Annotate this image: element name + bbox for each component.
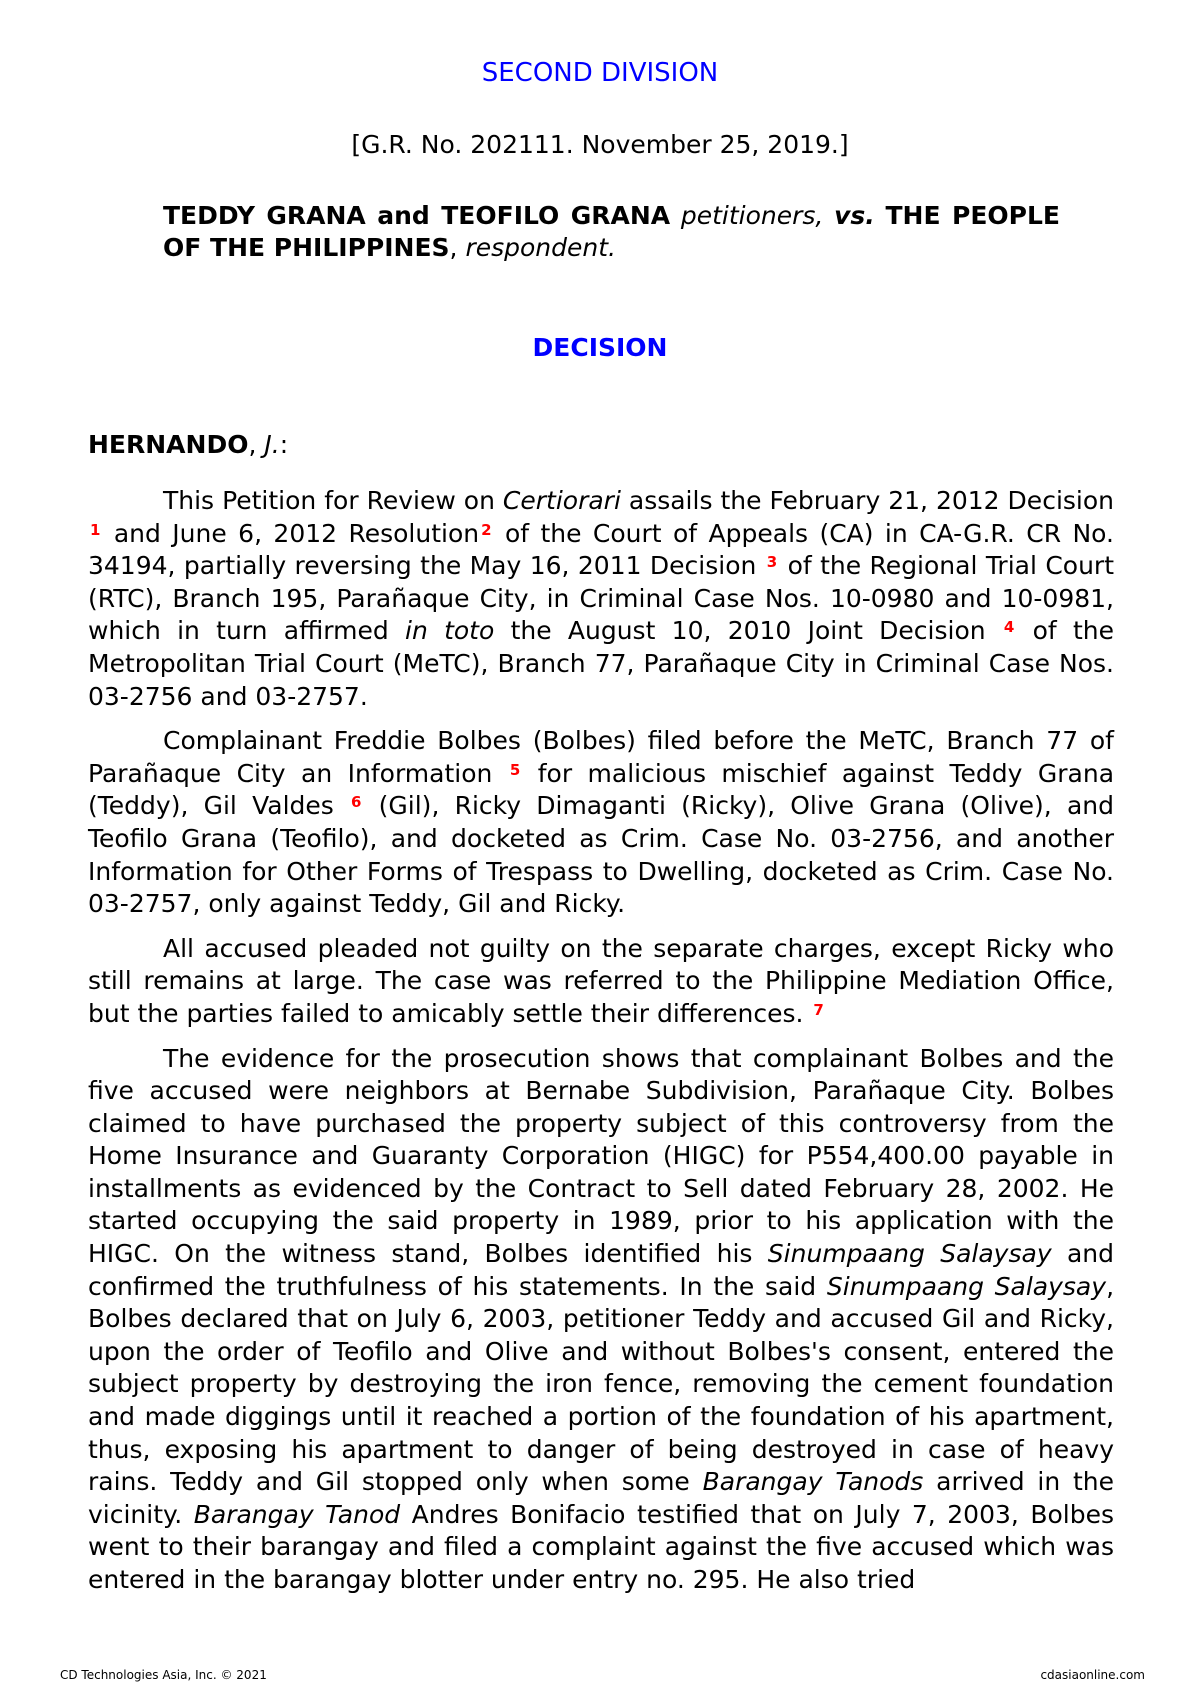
division-heading: SECOND DIVISION bbox=[481, 58, 719, 88]
petitioners-label: petitioners, bbox=[680, 201, 824, 230]
ponente-name: HERNANDO bbox=[88, 430, 249, 459]
case-number: [G.R. No. 202111. November 25, 2019.] bbox=[351, 130, 849, 159]
respondent-name: THE PEOPLE OF THE PHILIPPINES bbox=[163, 201, 1060, 262]
versus: vs. bbox=[834, 201, 875, 230]
italic-term: in toto bbox=[405, 616, 495, 646]
respondent-label: respondent. bbox=[465, 233, 616, 262]
italic-term: Sinumpaang Salaysay bbox=[826, 1271, 1107, 1301]
footer-copyright: CD Technologies Asia, Inc. © 2021 bbox=[60, 1668, 267, 1682]
italic-term: Barangay Tanod bbox=[193, 1499, 401, 1529]
footnote-link-2[interactable]: 2 bbox=[481, 520, 492, 539]
italic-term: Sinumpaang Salaysay bbox=[767, 1239, 1052, 1269]
ponente-title: J. bbox=[264, 430, 280, 459]
italic-term: Certiorari bbox=[502, 486, 621, 515]
footnote-link-7[interactable]: 7 bbox=[813, 1000, 824, 1019]
footnote-link-1[interactable]: 1 bbox=[90, 520, 101, 539]
paragraph-3: All accused pleaded not guilty on the separate charges, except Ricky who still remains at large. The case was referred to the Philippine Mediation Office, but the parties failed to amicably settle their differences. $^7$ bbox=[88, 933, 1114, 1028]
paragraph-1: This Petition for Review on Certiorari assails the February 21, 2012 Decision $^1$ and June 6, 2012 Resolution $^2$ of the Court of Appeals (CA) in CA-G.R. CR No. 34194, partially reversing the May 16, 2011 Decision $^3$ of the Regional Trial Court (RTC), Branch 195, Parañaque City, in Criminal Case Nos. 10-0980 and 10-0981, which in turn affirmed in toto the August 10, 2010 Joint Decision $^4$ of the Metropolitan Trial Court (MeTC), Branch 77, Parañaque City in Criminal Case Nos. 03-2756 and 03-2757. bbox=[88, 486, 1115, 711]
paragraph-4: The evidence for the prosecution shows that complainant Bolbes and the five accused were neighbors at Bernabe Subdivision, Parañaque City. Bolbes claimed to have purchased the property subject of this controversy from the Home Insurance and Guaranty Corporation (HIGC) for P554,400.00 payable in installments as evidenced by the Contract to Sell dated February 28, 2002. He started occupying the said property in 1989, prior to his application with the HIGC. On the witness stand, Bolbes identified his Sinumpaang Salaysay and confirmed the truthfulness of his statements. In the said Sinumpaang Salaysay, Bolbes declared that on July 6, 2003, petitioner Teddy and accused Gil and Ricky, upon the order of Teofilo and Olive and without Bolbes's consent, entered the subject property by destroying the iron fence, removing the cement foundation and made diggings until it reached a portion of the foundation of his apartment, thus, exposing his apartment to danger of being destroyed in case of heavy rains. Teddy and Gil stopped only when some Barangay Tanods arrived in the vicinity. Barangay Tanod Andres Bonifacio testified that on July 7, 2003, Bolbes went to their barangay and filed a complaint against the five accused which was entered in the barangay blotter under entry no. 295. He also tried bbox=[88, 1043, 1115, 1594]
petitioners-names: TEDDY GRANA and TEOFILO GRANA bbox=[163, 201, 671, 230]
footer-site-link[interactable]: cdasiaonline.com bbox=[1040, 1668, 1145, 1682]
footnote-link-4[interactable]: 4 bbox=[1003, 618, 1015, 637]
decision-body bbox=[88, 485, 1114, 1609]
footnote-link-3[interactable]: 3 bbox=[766, 553, 778, 572]
decision-heading: DECISION bbox=[532, 333, 668, 362]
case-parties: TEDDY GRANA and TEOFILO GRANA petitioners, vs. THE PEOPLE OF THE PHILIPPINES, respondent. bbox=[163, 201, 1060, 262]
ponente: HERNANDO, J.: bbox=[88, 430, 289, 459]
italic-term: Barangay Tanods bbox=[702, 1467, 924, 1497]
paragraph-2: Complainant Freddie Bolbes (Bolbes) filed before the MeTC, Branch 77 of Parañaque City an Information $^5$ for malicious mischief against Teddy Grana (Teddy), Gil Valdes $^6$ (Gil), Ricky Dimaganti (Ricky), Olive Grana (Olive), and Teofilo Grana (Teofilo), and docketed as Crim. Case No. 03-2756, and another Information for Other Forms of Trespass to Dwelling, docketed as Crim. Case No. 03-2757, only against Teddy, Gil and Ricky. bbox=[88, 726, 1115, 919]
footnote-link-5[interactable]: 5 bbox=[509, 760, 521, 779]
footnote-link-6[interactable]: 6 bbox=[351, 793, 362, 812]
